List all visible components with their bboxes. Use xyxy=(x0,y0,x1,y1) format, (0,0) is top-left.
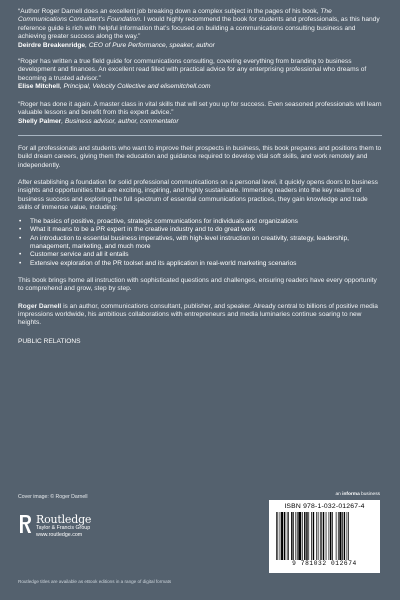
author-bio-text: is an author, communications consultant, publisher, and speaker. Already central to billions of positive media impressions worldwide, his ambitious collaborations with entrepreneurs and media luminaries continue soaring to new heights. xyxy=(18,302,378,327)
quote-text-pre: “Author Roger Darnell does an excellent job breaking down a complex subject in the pages of his book, xyxy=(18,8,321,15)
barcode-bar xyxy=(298,512,301,560)
barcode-bar xyxy=(276,512,277,560)
endorser-name: Deirdre Breakenridge xyxy=(18,41,86,49)
barcode-bar xyxy=(308,512,309,560)
barcode-bar xyxy=(316,512,317,560)
barcode-bar xyxy=(280,512,281,560)
barcode-bar xyxy=(291,512,292,560)
publisher-name: Routledge xyxy=(36,513,92,526)
description-paragraph: This book brings home all instruction with sophisticated questions and challenges, ensuring readers have every opportunity to comprehend and grow, step by step. xyxy=(18,276,377,293)
barcode-bar xyxy=(342,512,343,560)
list-item: • An introduction to essential business imperatives, with high-level instruction on creativity, strategy, leadership, management, marketing, and much more xyxy=(18,235,382,252)
barcode-bar xyxy=(330,512,331,560)
subject-category: PUBLIC RELATIONS xyxy=(18,338,81,346)
barcode-bar xyxy=(306,512,307,560)
barcode-bar xyxy=(336,512,337,560)
quote-text: “Roger has written a true field guide for communications consulting, covering everything from branding to business development and finances. An excellent read filled with practical advice for any enterprising professional who dreams of becoming a trusted advisor.” xyxy=(18,57,367,82)
barcode-bar xyxy=(321,512,322,560)
isbn-number: ISBN 978-1-032-01267-4 xyxy=(284,503,365,510)
quote-text: “Roger has done it again. A master class in vital skills that will set you up for success. Even seasoned professionals will learn valuable lessons and benefit from this expert advice.” xyxy=(18,100,382,116)
barcode-bar xyxy=(332,512,333,560)
description-paragraph: For all professionals and students who want to improve their prospects in business, this book prepares and positions them to build dream careers, giving them the education and guidance required to develop vital soft skills, and work remotely and independently. xyxy=(18,145,382,169)
endorser-role: , Business advisor, author, commentator xyxy=(61,117,179,125)
endorsement-quote xyxy=(18,58,382,92)
barcode-bar xyxy=(297,512,298,560)
list-item: • What it means to be a PR expert in the creative industry and to do great work xyxy=(18,226,382,234)
endorsement-quote xyxy=(18,101,382,126)
endorser-name: Shelly Palmer xyxy=(18,117,62,125)
ebook-note: Routledge titles are available as eBook editions in a range of digital formats xyxy=(18,579,172,584)
barcode-bar xyxy=(281,512,283,560)
informa-tag: an informa business xyxy=(335,492,380,497)
author-name: Roger Darnell xyxy=(18,302,62,310)
barcode-bar xyxy=(347,512,348,560)
barcode-bar xyxy=(338,512,339,560)
barcode-bar xyxy=(320,512,321,560)
list-item: • The basics of positive, proactive, strategic communications for individuals and organizations xyxy=(18,218,382,226)
barcode-bar xyxy=(293,512,294,560)
barcode-bar xyxy=(287,512,288,560)
barcode-icon xyxy=(273,512,376,560)
barcode-bar xyxy=(326,512,327,560)
isbn-barcode xyxy=(269,500,380,573)
barcode-bar xyxy=(288,512,289,560)
book-title: The Communications Consultant’s Foundation xyxy=(18,8,332,24)
endorser-name: Elise Mitchell xyxy=(18,83,60,91)
publisher-group: Taylor & Francis Group xyxy=(36,525,91,531)
quote-text-post: . I would highly recommend the book for students and professionals, as this handy reference guide is rich with helpful information that’s focused on building a communications consulting business and achieving greater success along the way.” xyxy=(18,16,380,40)
barcode-bar xyxy=(339,512,341,560)
endorser-role: , Principal, Velocity Collective and elisemitchell.com xyxy=(59,83,211,91)
author-bio xyxy=(18,303,382,328)
routledge-logo-icon xyxy=(18,514,32,534)
barcode-bar xyxy=(348,512,349,560)
endorser-role: , CEO of Pure Performance, speaker, author xyxy=(85,41,215,49)
cover-image-credit: Cover image: © Roger Darnell xyxy=(18,494,88,500)
barcode-bar xyxy=(311,512,312,560)
barcode-bar xyxy=(323,512,324,560)
barcode-digits: 9 781032 012674 xyxy=(292,560,357,567)
list-item: • Customer service and all it entails xyxy=(18,251,382,259)
section-divider xyxy=(18,135,382,136)
barcode-bar xyxy=(329,512,330,560)
barcode-bar xyxy=(277,512,278,560)
description-paragraph: After establishing a foundation for solid professional communications on a personal level, it quickly opens doors to business insights and opportunities that are exciting, inspiring, and highly sustainable. Immersing readers into the key realms of business success and exploring the full spectrum of essential communications practices, they gain knowledge and trade skills of immense value, including: xyxy=(18,178,378,211)
barcode-bar xyxy=(284,512,285,560)
barcode-bar xyxy=(344,512,345,560)
list-item: • Extensive exploration of the PR toolset and its application in real-world marketing scenarios xyxy=(18,260,382,268)
barcode-bar xyxy=(302,512,303,560)
barcode-bar xyxy=(313,512,314,560)
publisher-url: www.routledge.com xyxy=(36,532,83,538)
barcode-bar xyxy=(295,512,296,560)
feature-list xyxy=(18,218,382,268)
publisher-block xyxy=(18,514,91,539)
endorsement-quote xyxy=(18,8,382,50)
barcode-bar xyxy=(304,512,305,560)
barcode-bar xyxy=(318,512,319,560)
